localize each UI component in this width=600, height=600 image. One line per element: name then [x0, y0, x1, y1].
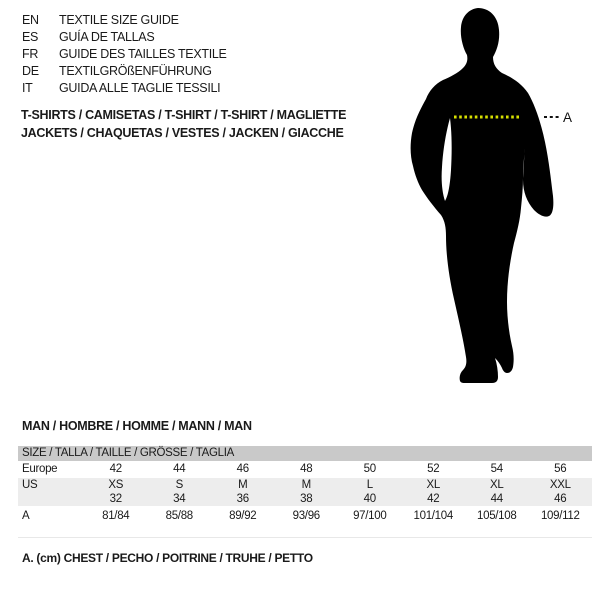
- size-cell: 34: [173, 493, 186, 505]
- table-row-us: [18, 478, 592, 492]
- lang-label: GUIDE DES TAILLES TEXTILE: [59, 47, 227, 61]
- size-cell: XL: [426, 479, 440, 491]
- size-cell: 42: [427, 493, 440, 505]
- table-row-numeric: [18, 492, 592, 506]
- row-label: A: [22, 510, 30, 522]
- size-cell: XL: [490, 479, 504, 491]
- size-cell: 52: [427, 463, 440, 475]
- size-cell: L: [366, 479, 373, 491]
- size-table: [18, 446, 592, 526]
- category-tshirts: T-SHIRTS / CAMISETAS / T-SHIRT / T-SHIRT / MAGLIETTE: [21, 108, 347, 122]
- lang-code: EN: [22, 13, 39, 27]
- size-cell: 93/96: [292, 510, 320, 522]
- size-cell: 46: [554, 493, 567, 505]
- lang-label: TEXTILGRÖßENFÜHRUNG: [59, 64, 212, 78]
- lang-label: GUIDA ALLE TAGLIE TESSILI: [59, 81, 221, 95]
- size-cell: 50: [363, 463, 376, 475]
- measurement-footnote: A. (cm) CHEST / PECHO / POITRINE / TRUHE / PETTO: [22, 551, 313, 565]
- lang-label: TEXTILE SIZE GUIDE: [59, 13, 179, 27]
- size-cell: 56: [554, 463, 567, 475]
- size-cell: 44: [490, 493, 503, 505]
- garment-categories: [21, 106, 346, 142]
- row-label: US: [22, 479, 38, 491]
- lang-row-de: [22, 63, 227, 80]
- size-cell: 97/100: [353, 510, 387, 522]
- size-cell: 85/88: [165, 510, 193, 522]
- size-cell: 44: [173, 463, 186, 475]
- size-cell: 48: [300, 463, 313, 475]
- measure-label-a: A: [563, 110, 572, 125]
- size-cell: 36: [236, 493, 249, 505]
- lang-code: FR: [22, 47, 39, 61]
- size-cell: 32: [109, 493, 122, 505]
- size-cell: XXL: [549, 479, 571, 491]
- lang-row-en: [22, 12, 227, 29]
- lang-code: IT: [22, 81, 33, 95]
- size-cell: 46: [236, 463, 249, 475]
- lang-label: GUÍA DE TALLAS: [59, 30, 155, 44]
- lang-row-es: [22, 29, 227, 46]
- size-cell: 101/104: [413, 510, 453, 522]
- lang-row-it: [22, 80, 227, 97]
- size-cell: S: [175, 479, 183, 491]
- size-cell: 81/84: [102, 510, 130, 522]
- size-cell: 105/108: [477, 510, 517, 522]
- size-cell: 109/112: [540, 510, 580, 522]
- size-cell: 42: [109, 463, 122, 475]
- size-cell: M: [238, 479, 248, 491]
- category-jackets: JACKETS / CHAQUETAS / VESTES / JACKEN / GIACCHE: [21, 126, 344, 140]
- size-cell: XS: [108, 479, 124, 491]
- size-table-header: SIZE / TALLA / TAILLE / GRÖSSE / TAGLIA: [18, 446, 592, 461]
- size-cell: 38: [300, 493, 313, 505]
- size-cell: 54: [490, 463, 503, 475]
- row-label: [18, 492, 84, 506]
- size-cell: 89/92: [229, 510, 257, 522]
- section-title-man: MAN / HOMBRE / HOMME / MANN / MAN: [22, 419, 252, 433]
- row-label: Europe: [22, 463, 58, 475]
- language-list: [22, 12, 227, 97]
- table-row-chest-cm: [18, 506, 592, 526]
- size-cell: 40: [363, 493, 376, 505]
- lang-row-fr: [22, 46, 227, 63]
- man-silhouette: [411, 8, 554, 383]
- lang-code: ES: [22, 30, 39, 44]
- table-row-europe: [18, 461, 592, 478]
- size-cell: M: [301, 479, 311, 491]
- table-bottom-divider: [18, 537, 592, 538]
- man-silhouette-figure: [400, 0, 600, 400]
- lang-code: DE: [22, 64, 39, 78]
